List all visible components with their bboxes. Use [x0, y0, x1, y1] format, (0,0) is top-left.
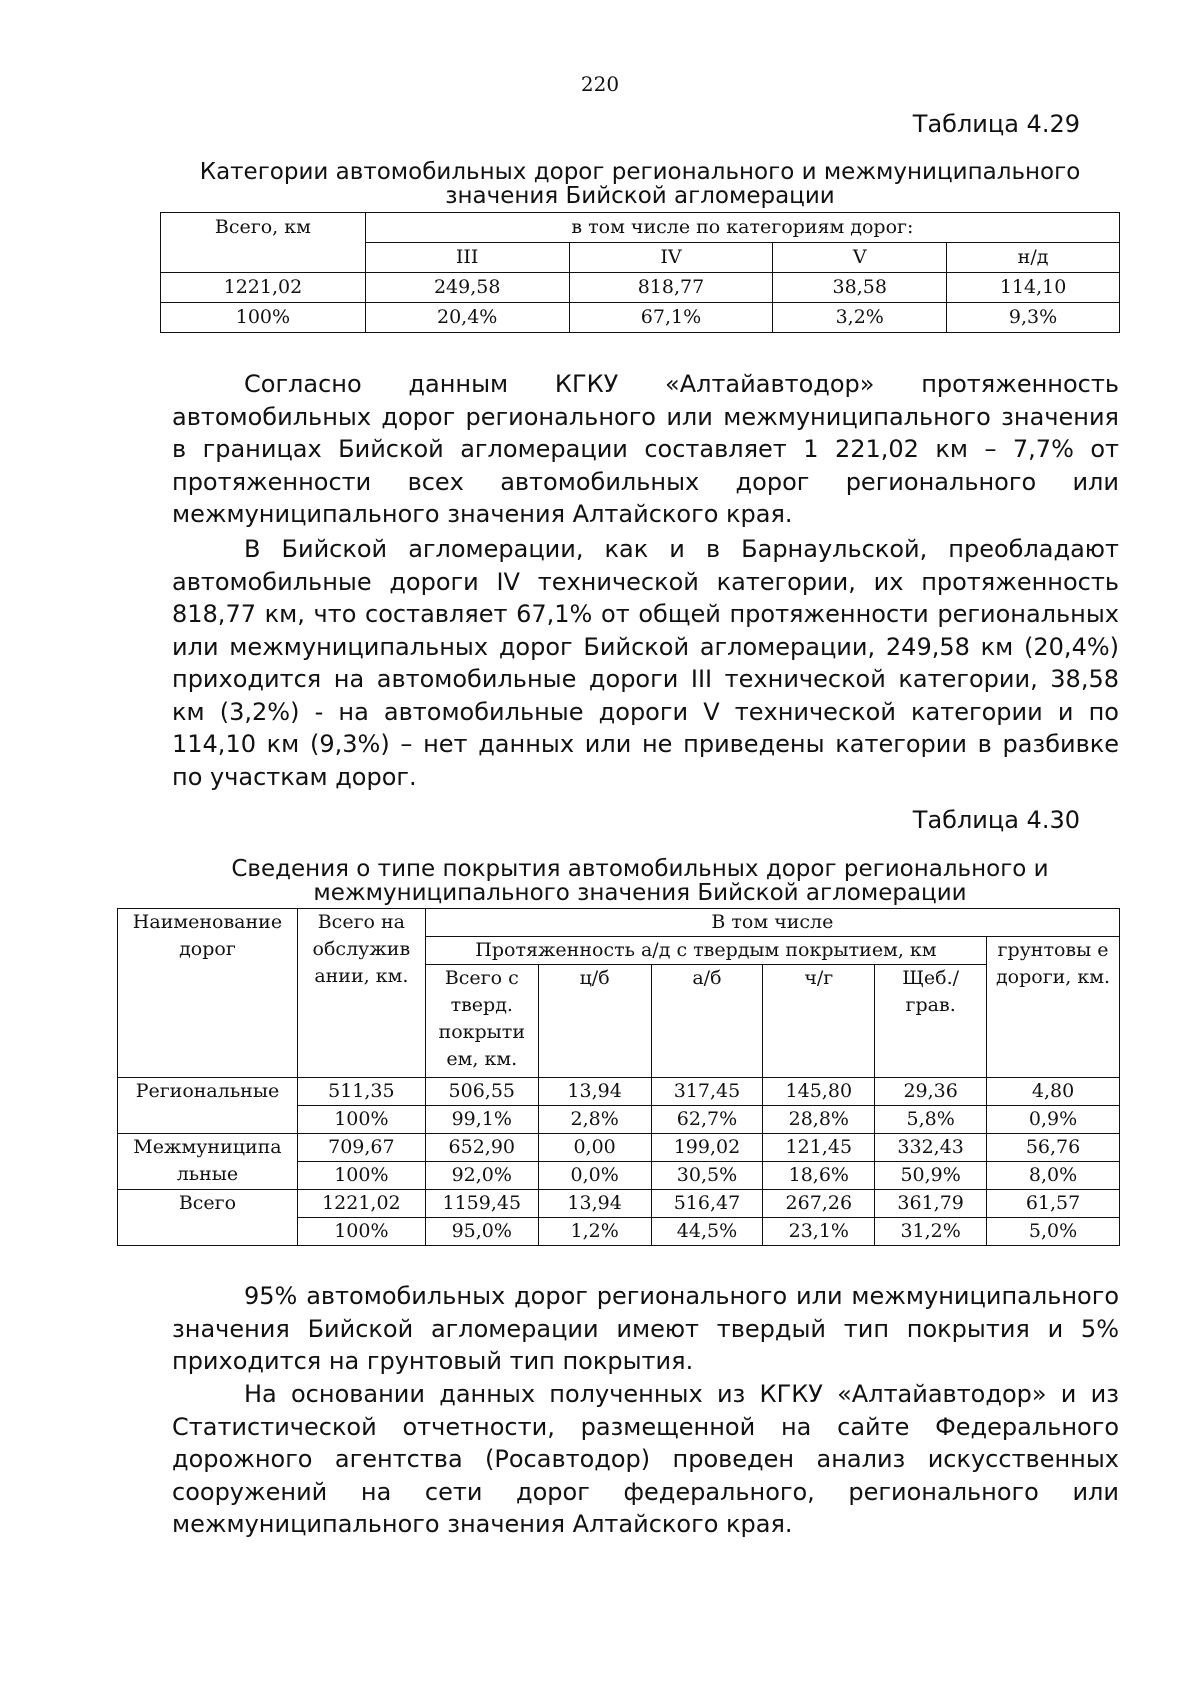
- header-sub: а/б: [651, 965, 763, 1078]
- table-cell: 1221,02: [297, 1190, 425, 1218]
- table-cell: 145,80: [763, 1078, 875, 1106]
- table-cell: 38,58: [773, 273, 947, 303]
- table-cell: 3,2%: [773, 303, 947, 333]
- table-cell: 29,36: [875, 1078, 987, 1106]
- table-cell: 114,10: [947, 273, 1120, 303]
- header-category: V: [773, 243, 947, 273]
- header-sub: ц/б: [538, 965, 651, 1078]
- table-cell: 9,3%: [947, 303, 1120, 333]
- table-cell: 1159,45: [425, 1190, 538, 1218]
- header-sub: Щеб./ грав.: [875, 965, 987, 1078]
- paragraph-text: В Бийской агломерации, как и в Барнаульской, преобладают автомобильные дороги IV технической категории, их протяженность 818,77 км, что составляет 67,1% от общей протяженности региональных или межмуниципальных дорог Бийской агломерации, 249,58 км (20,4%) приходится на автомобильные дороги III технической категории, 38,58 км (3,2%) - на автомобильные дороги V технической категории и по 114,10 км (9,3%) – нет данных или не приведены категории в разбивке по участкам дорог.: [172, 535, 1119, 791]
- header-sub: Всего с тверд. покрыти ем, км.: [425, 965, 538, 1078]
- paragraph: [172, 1378, 1119, 1541]
- table-cell: 23,1%: [763, 1218, 875, 1246]
- table2-title-line2: межмуниципального значения Бийской агломерации: [313, 880, 967, 906]
- paragraph-text: На основании данных полученных из КГКУ «Алтайавтодор» и из Статистической отчетности, размещенной на сайте Федерального дорожного агентства (Росавтодор) проведен анализ искусственных сооружений на сети дорог федерального, регионального или межмуниципального значения Алтайского края.: [172, 1380, 1119, 1538]
- table-cell: 100%: [297, 1106, 425, 1134]
- table-cell: 249,58: [365, 273, 569, 303]
- row-group-name: Всего: [118, 1190, 298, 1246]
- table-cell: 2,8%: [538, 1106, 651, 1134]
- table-row: [118, 1078, 1120, 1106]
- header-category: IV: [569, 243, 773, 273]
- header-total: Всего, км: [161, 213, 366, 273]
- table-cell: 100%: [161, 303, 366, 333]
- table-cell: 332,43: [875, 1134, 987, 1162]
- table-cell: 511,35: [297, 1078, 425, 1106]
- table-cell: 8,0%: [987, 1162, 1120, 1190]
- table-cell: 516,47: [651, 1190, 763, 1218]
- table-cell: 92,0%: [425, 1162, 538, 1190]
- table-row: [161, 273, 1120, 303]
- table-cell: 31,2%: [875, 1218, 987, 1246]
- table-cell: 652,90: [425, 1134, 538, 1162]
- table-cell: 95,0%: [425, 1218, 538, 1246]
- paragraph: [172, 368, 1119, 531]
- table-cell: 100%: [297, 1218, 425, 1246]
- header-name: Наименование дорог: [118, 909, 298, 1078]
- table-cell: 121,45: [763, 1134, 875, 1162]
- table2-title-line1: Сведения о типе покрытия автомобильных дорог регионального и: [231, 856, 1049, 882]
- table-cell: 18,6%: [763, 1162, 875, 1190]
- table-cell: 0,0%: [538, 1162, 651, 1190]
- table-cell: 56,76: [987, 1134, 1120, 1162]
- table-row: [118, 1190, 1120, 1218]
- page-number: 220: [580, 72, 620, 96]
- header-total: Всего на обслужив ании, км.: [297, 909, 425, 1078]
- table-cell: 67,1%: [569, 303, 773, 333]
- table-cell: 20,4%: [365, 303, 569, 333]
- header-category: III: [365, 243, 569, 273]
- row-group-name: Региональные: [118, 1078, 298, 1134]
- table-cell: 0,9%: [987, 1106, 1120, 1134]
- table-cell: 267,26: [763, 1190, 875, 1218]
- header-including: в том числе по категориям дорог:: [365, 213, 1119, 243]
- paragraph: [172, 533, 1119, 793]
- table-cell: 99,1%: [425, 1106, 538, 1134]
- table-cell: 28,8%: [763, 1106, 875, 1134]
- header-dirt: грунтовы е дороги, км.: [987, 937, 1120, 1078]
- paragraph-text: 95% автомобильных дорог регионального или межмуниципального значения Бийской агломерации имеют твердый тип покрытия и 5% приходится на грунтовый тип покрытия.: [172, 1282, 1119, 1375]
- table-cell: 13,94: [538, 1078, 651, 1106]
- header-including: В том числе: [425, 909, 1119, 937]
- header-sub: ч/г: [763, 965, 875, 1078]
- table-cell: 1,2%: [538, 1218, 651, 1246]
- table-row: [118, 1134, 1120, 1162]
- paragraph: [172, 1280, 1119, 1378]
- header-category: н/д: [947, 243, 1120, 273]
- header-hard-surface: Протяженность а/д с твердым покрытием, км: [425, 937, 986, 965]
- table-cell: 61,57: [987, 1190, 1120, 1218]
- table-cell: 13,94: [538, 1190, 651, 1218]
- table-cell: 100%: [297, 1162, 425, 1190]
- table-cell: 361,79: [875, 1190, 987, 1218]
- table-cell: 317,45: [651, 1078, 763, 1106]
- table-cell: 199,02: [651, 1134, 763, 1162]
- table1-title-line1: Категории автомобильных дорог регионального и межмуниципального: [199, 159, 1081, 185]
- table-cell: 62,7%: [651, 1106, 763, 1134]
- road-categories-table: [160, 212, 1120, 333]
- paragraph-text: Согласно данным КГКУ «Алтайавтодор» протяженность автомобильных дорог регионального или межмуниципального значения в границах Бийской агломерации составляет 1 221,02 км – 7,7% от протяженности всех автомобильных дорог регионального или межмуниципального значения Алтайского края.: [172, 370, 1119, 528]
- table-cell: 5,0%: [987, 1218, 1120, 1246]
- table-cell: 709,67: [297, 1134, 425, 1162]
- table-cell: 5,8%: [875, 1106, 987, 1134]
- table-cell: 818,77: [569, 273, 773, 303]
- table1-title-line2: значения Бийской агломерации: [445, 183, 835, 209]
- table-cell: 1221,02: [161, 273, 366, 303]
- table1-caption: Таблица 4.29: [912, 110, 1080, 138]
- table-cell: 50,9%: [875, 1162, 987, 1190]
- table-cell: 0,00: [538, 1134, 651, 1162]
- table-cell: 44,5%: [651, 1218, 763, 1246]
- table-cell: 4,80: [987, 1078, 1120, 1106]
- table-cell: 506,55: [425, 1078, 538, 1106]
- surface-type-table: [117, 908, 1120, 1246]
- table-cell: 30,5%: [651, 1162, 763, 1190]
- row-group-name: Межмуниципа льные: [118, 1134, 298, 1190]
- table2-caption: Таблица 4.30: [912, 806, 1080, 834]
- table-row: [161, 303, 1120, 333]
